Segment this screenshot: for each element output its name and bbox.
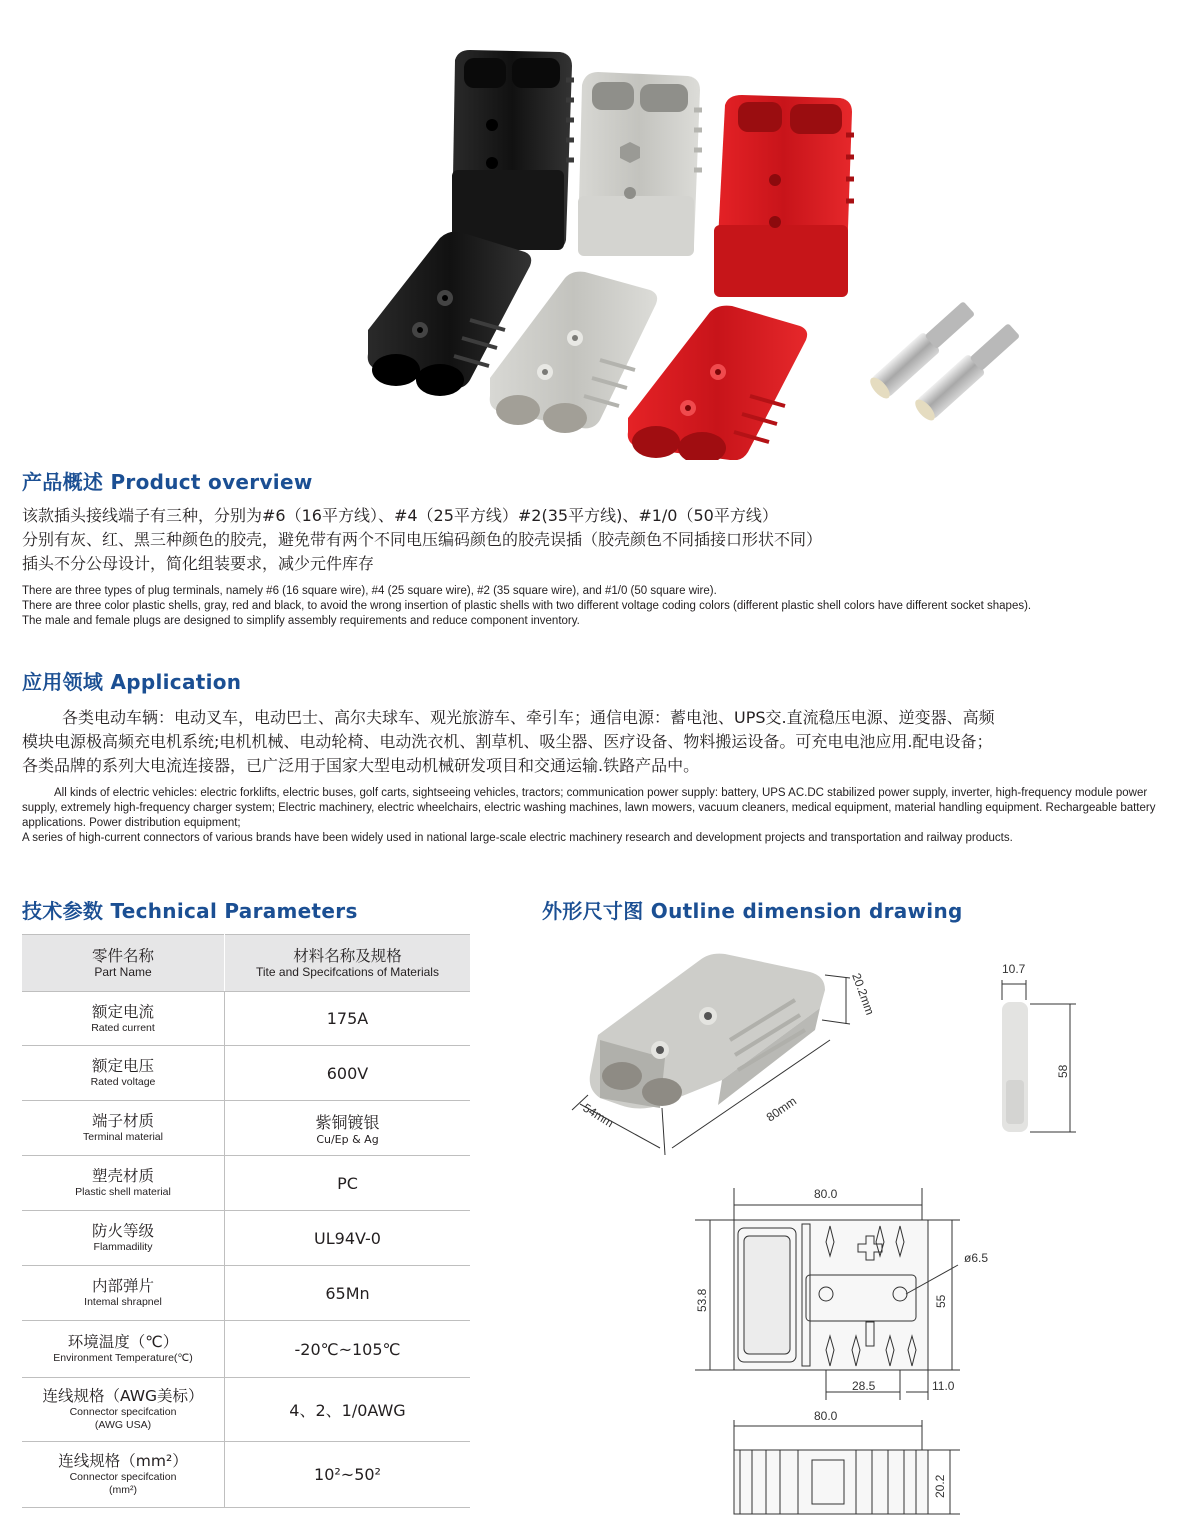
param-cn: 额定电压 xyxy=(91,1057,154,1075)
application-en-text xyxy=(22,786,1182,846)
param-cn: 端子材质 xyxy=(91,1112,154,1130)
param-value xyxy=(225,1321,471,1378)
dim-hole-dia: ø6.5 xyxy=(964,1251,989,1265)
table-row xyxy=(22,992,470,1046)
param-value-text: 175A xyxy=(326,1009,369,1028)
param-cn: 额定电流 xyxy=(91,1002,154,1021)
param-cn: 防火等级 xyxy=(91,1222,154,1240)
dim-left-height: 53.8 xyxy=(695,1288,709,1312)
param-value-text: -20℃~105℃ xyxy=(294,1339,401,1359)
param-name xyxy=(22,1321,225,1378)
param-name xyxy=(22,1046,225,1101)
table-row xyxy=(22,1442,470,1508)
overview-en-text xyxy=(22,584,1172,629)
table-row xyxy=(22,1046,470,1101)
table-row xyxy=(22,1156,470,1211)
plan-view xyxy=(695,1188,960,1400)
dim-top-length: 80.0 xyxy=(814,1187,838,1201)
param-en: Terminal material xyxy=(83,1131,163,1143)
application-en-line: All kinds of electric vehicles: electric forklifts, electric buses, golf carts, sightseeing vehicles, tractors; communication power supply: battery, UPS AC.DC stabilized power supply, inverter, high-frequency module power supply, extremely high-frequency charger system; Electric machinery, electric wheelchairs, electric washing machines, lawn mowers, vacuum cleaners, medical equipment, material handling equipment. Rechargeable battery applications. Power distribution equipment; xyxy=(22,787,1156,829)
param-value xyxy=(225,1101,471,1156)
dim-side-height: 20.2 xyxy=(933,1474,947,1498)
header-en: Part Name xyxy=(94,965,152,979)
table-row xyxy=(22,1266,470,1321)
param-en: Connector specifcation xyxy=(69,1406,177,1418)
overview-cn-line: 该款插头接线端子有三种，分别为#6（16平方线）、#4（25平方线）#2(35平方线)、#1/0（50平方线） xyxy=(22,506,778,525)
dim-iso-height: 20.2mm xyxy=(849,971,878,1017)
param-cn: 内部弹片 xyxy=(91,1277,154,1295)
outline-drawing xyxy=(540,930,1180,1530)
application-en-line: A series of high-current connectors of various brands have been widely used in national large-scale electric machinery research and development projects and transportation and railway products. xyxy=(22,832,1013,844)
dim-right-height: 55 xyxy=(934,1294,948,1308)
param-en-sub: (mm²) xyxy=(109,1484,137,1496)
header-cn: 材料名称及规格 xyxy=(293,947,402,965)
param-value xyxy=(225,1211,471,1266)
param-en: Connector specifcation xyxy=(69,1471,177,1483)
header-part-name xyxy=(22,935,225,992)
param-value-text: PC xyxy=(337,1173,358,1193)
red-connector-upright xyxy=(714,95,854,297)
gray-connector-lying xyxy=(490,272,657,433)
param-value xyxy=(225,1442,471,1508)
red-connector-lying xyxy=(628,306,807,460)
application-cn-line: 各类电动车辆：电动叉车，电动巴士、高尔夫球车、观光旅游车、牵引车；通信电源：蓄电池、UPS交.直流稳压电源、逆变器、高频 xyxy=(62,708,995,727)
param-value-text: 65Mn xyxy=(325,1283,370,1303)
param-value-sub: Cu/Ep & Ag xyxy=(316,1133,379,1146)
outline-title: 外形尺寸图 Outline dimension drawing xyxy=(542,899,963,923)
param-value-text: 600V xyxy=(326,1063,369,1083)
param-cn: 连线规格（mm²） xyxy=(58,1452,188,1470)
dim-pin-length: 58 xyxy=(1056,1064,1070,1078)
param-en: Rated voltage xyxy=(90,1076,156,1088)
application-cn-line: 各类品牌的系列大电流连接器，已广泛用于国家大型电动机械研发项目和交通运输.铁路产品中。 xyxy=(22,756,700,775)
param-en-sub: (AWG USA) xyxy=(94,1419,152,1431)
param-value xyxy=(225,1378,471,1442)
overview-en-line: There are three types of plug terminals, namely #6 (16 square wire), #4 (25 square wire), #2 (35 square wire), and #1/0 (50 square wire). xyxy=(22,585,717,597)
overview-en-line: The male and female plugs are designed to simplify assembly requirements and reduce component inventory. xyxy=(22,615,580,627)
param-en: Rated current xyxy=(91,1021,155,1034)
application-title: 应用领域 Application xyxy=(22,670,242,694)
header-en: Tite and Specifcations of Materials xyxy=(256,965,439,979)
dim-iso-length: 80mm xyxy=(763,1093,800,1125)
param-cn: 环境温度（℃） xyxy=(67,1333,179,1351)
parameters-table xyxy=(22,934,470,1508)
overview-cn-line: 分别有灰、红、黑三种颜色的胶壳，避免带有两个不同电压编码颜色的胶壳误插（胶壳颜色不同插接口形状不同） xyxy=(22,530,823,549)
tech-title: 技术参数 Technical Parameters xyxy=(22,899,358,923)
pin-side-view xyxy=(1002,980,1076,1132)
dim-pin-width: 10.7 xyxy=(1002,962,1026,976)
param-en: Flammadility xyxy=(93,1241,153,1253)
dim-bottom-spacing: 28.5 xyxy=(852,1379,876,1393)
overview-title: 产品概述 Product overview xyxy=(22,470,313,494)
table-row xyxy=(22,1101,470,1156)
param-en: Intemal shrapnel xyxy=(84,1296,162,1308)
overview-en-line: There are three color plastic shells, gray, red and black, to avoid the wrong insertion of plastic shells with two different voltage coding colors (different plastic shell colors have different socket shapes). xyxy=(22,600,1032,612)
terminal-pins xyxy=(867,298,1023,424)
param-value-text: UL94V-0 xyxy=(314,1228,381,1248)
dim-iso-width: 54mm xyxy=(580,1100,617,1131)
side-view xyxy=(734,1420,960,1514)
table-row xyxy=(22,1378,470,1442)
param-value xyxy=(225,992,471,1046)
table-row xyxy=(22,1321,470,1378)
param-cn: 连线规格（AWG美标） xyxy=(42,1387,204,1405)
header-cn: 零件名称 xyxy=(91,947,154,965)
dim-side-length: 80.0 xyxy=(814,1409,838,1423)
param-value-text: 10²~50² xyxy=(314,1465,381,1484)
param-value-text: 紫铜镀银 xyxy=(315,1113,380,1132)
param-en: Plastic shell material xyxy=(75,1186,171,1198)
overview-cn-text xyxy=(22,504,822,576)
param-name xyxy=(22,1442,225,1508)
param-value-text: 4、2、1/0AWG xyxy=(289,1401,406,1420)
application-cn-line: 模块电源极高频充电机系统;电机机械、电动轮椅、电动洗衣机、割草机、吸尘器、医疗设备、物料搬运设备。可充电电池应用.配电设备； xyxy=(22,732,993,751)
param-value xyxy=(225,1156,471,1211)
param-value xyxy=(225,1266,471,1321)
overview-cn-line: 插头不分公母设计，简化组装要求，减少元件库存 xyxy=(22,554,375,573)
param-name xyxy=(22,1101,225,1156)
product-photo xyxy=(0,0,1200,460)
param-cn: 塑壳材质 xyxy=(91,1167,154,1185)
table-row xyxy=(22,1211,470,1266)
param-name xyxy=(22,1211,225,1266)
param-en: Environment Temperature(℃) xyxy=(53,1352,193,1364)
dim-bottom-offset: 11.0 xyxy=(932,1379,955,1393)
black-connector-upright xyxy=(452,50,574,250)
application-cn-text xyxy=(22,706,1182,778)
param-name xyxy=(22,1266,225,1321)
param-name xyxy=(22,992,225,1046)
iso-connector xyxy=(590,954,825,1109)
param-value xyxy=(225,1046,471,1101)
table-header-row xyxy=(22,935,470,992)
param-name xyxy=(22,1378,225,1442)
gray-connector-upright xyxy=(578,72,702,256)
param-name xyxy=(22,1156,225,1211)
header-material xyxy=(225,935,471,992)
